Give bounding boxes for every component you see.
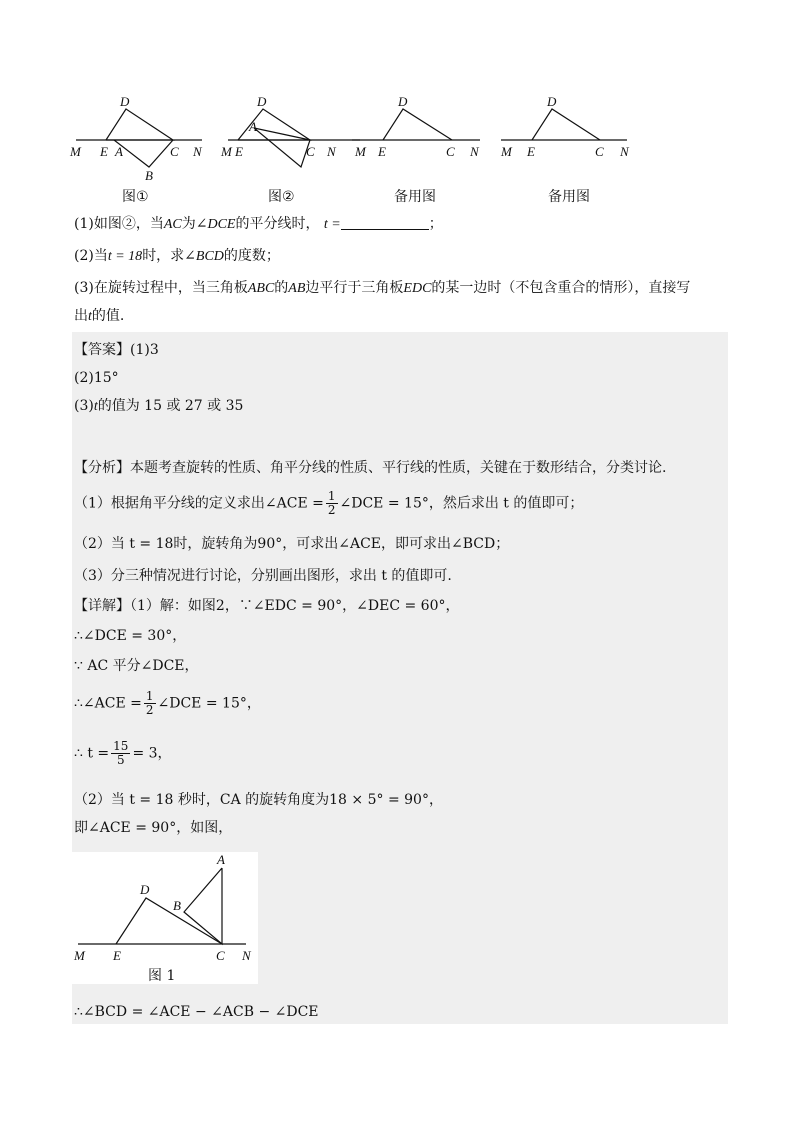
analysis-2: （2）当 t = 18时，旋转角为90°，可求出∠ACE，即可求出∠BCD；: [74, 536, 510, 552]
svg-text:C: C: [595, 144, 604, 159]
detail-4: ∴∠ACE = $\frac{1}{2}$ ∠DCE = 15°，: [74, 689, 261, 717]
svg-text:N: N: [327, 144, 336, 159]
detail-7: 即∠ACE = 90°，如图，: [74, 820, 233, 836]
svg-text:A: A: [115, 144, 123, 159]
svg-text:E: E: [235, 144, 243, 159]
svg-text:D: D: [257, 94, 267, 109]
analysis-3: （3）分三种情况进行讨论，分别画出图形，求出 t 的值即可.: [74, 568, 452, 584]
detail-8: ∴∠BCD = ∠ACE − ∠ACB − ∠DCE: [74, 1004, 319, 1020]
svg-text:M: M: [355, 144, 366, 159]
detail-6: （2）当 t = 18 秒时，CA 的旋转角度为18 × 5° = 90°，: [74, 792, 443, 808]
analysis-heading: 【分析】本题考查旋转的性质、角平分线的性质、平行线的性质，关键在于数形结合，分类讨论.: [74, 460, 667, 476]
svg-text:E: E: [100, 144, 108, 159]
svg-text:A: A: [249, 119, 257, 134]
question-3: (3)在旋转过程中，当三角板ABC的AB边平行于三角板EDC的某一边时（不包含重合的情形），直接写: [74, 280, 691, 296]
detail-2: ∴∠DCE = 30°，: [74, 628, 187, 644]
svg-text:B: B: [145, 168, 153, 183]
svg-text:D: D: [120, 94, 130, 109]
answer-2: (2)15°: [74, 370, 119, 386]
svg-text:M: M: [74, 948, 85, 963]
svg-text:C: C: [170, 144, 179, 159]
solution-figure: [72, 852, 258, 984]
answer-1: 【答案】(1)3: [74, 342, 159, 358]
svg-text:M: M: [70, 144, 81, 159]
answer-3: (3)t的值为 15 或 27 或 35: [74, 398, 244, 414]
svg-text:M: M: [501, 144, 512, 159]
svg-text:E: E: [113, 948, 121, 963]
detail-1: 【详解】（1）解：如图2，∵∠EDC = 90°，∠DEC = 60°，: [74, 598, 460, 614]
question-1: (1)如图②，当AC为∠DCE的平分线时， t = ；: [74, 216, 443, 232]
svg-text:D: D: [398, 94, 408, 109]
caption-fig2: 图②: [268, 189, 295, 205]
svg-text:N: N: [620, 144, 629, 159]
svg-text:N: N: [470, 144, 479, 159]
question-3-cont: 出t的值.: [74, 308, 125, 324]
svg-text:E: E: [527, 144, 535, 159]
svg-text:E: E: [378, 144, 386, 159]
svg-text:N: N: [193, 144, 202, 159]
detail-5: ∴ t = $\frac{15}{5}$ = 3，: [74, 739, 172, 767]
svg-text:C: C: [306, 144, 315, 159]
caption-fig1: 图①: [122, 189, 149, 205]
svg-text:N: N: [242, 948, 251, 963]
caption-spare-1: 备用图: [394, 189, 436, 205]
svg-text:D: D: [547, 94, 557, 109]
solution-figure-svg: [72, 852, 258, 984]
svg-text:C: C: [446, 144, 455, 159]
svg-text:C: C: [216, 948, 225, 963]
svg-text:D: D: [140, 882, 150, 897]
analysis-1: （1）根据角平分线的定义求出∠ACE = $\frac{1}{2}$ ∠DCE = 15°，然后求出 t 的值即可；: [74, 489, 584, 517]
answer-blank[interactable]: [341, 215, 429, 230]
svg-text:A: A: [217, 852, 225, 867]
fig1-caption: 图 1: [148, 968, 176, 984]
svg-text:M: M: [221, 144, 232, 159]
caption-spare-2: 备用图: [548, 189, 590, 205]
detail-3: ∵ AC 平分∠DCE，: [74, 658, 199, 674]
svg-text:B: B: [173, 898, 181, 913]
question-2: (2)当t = 18时，求∠BCD的度数；: [74, 248, 280, 264]
